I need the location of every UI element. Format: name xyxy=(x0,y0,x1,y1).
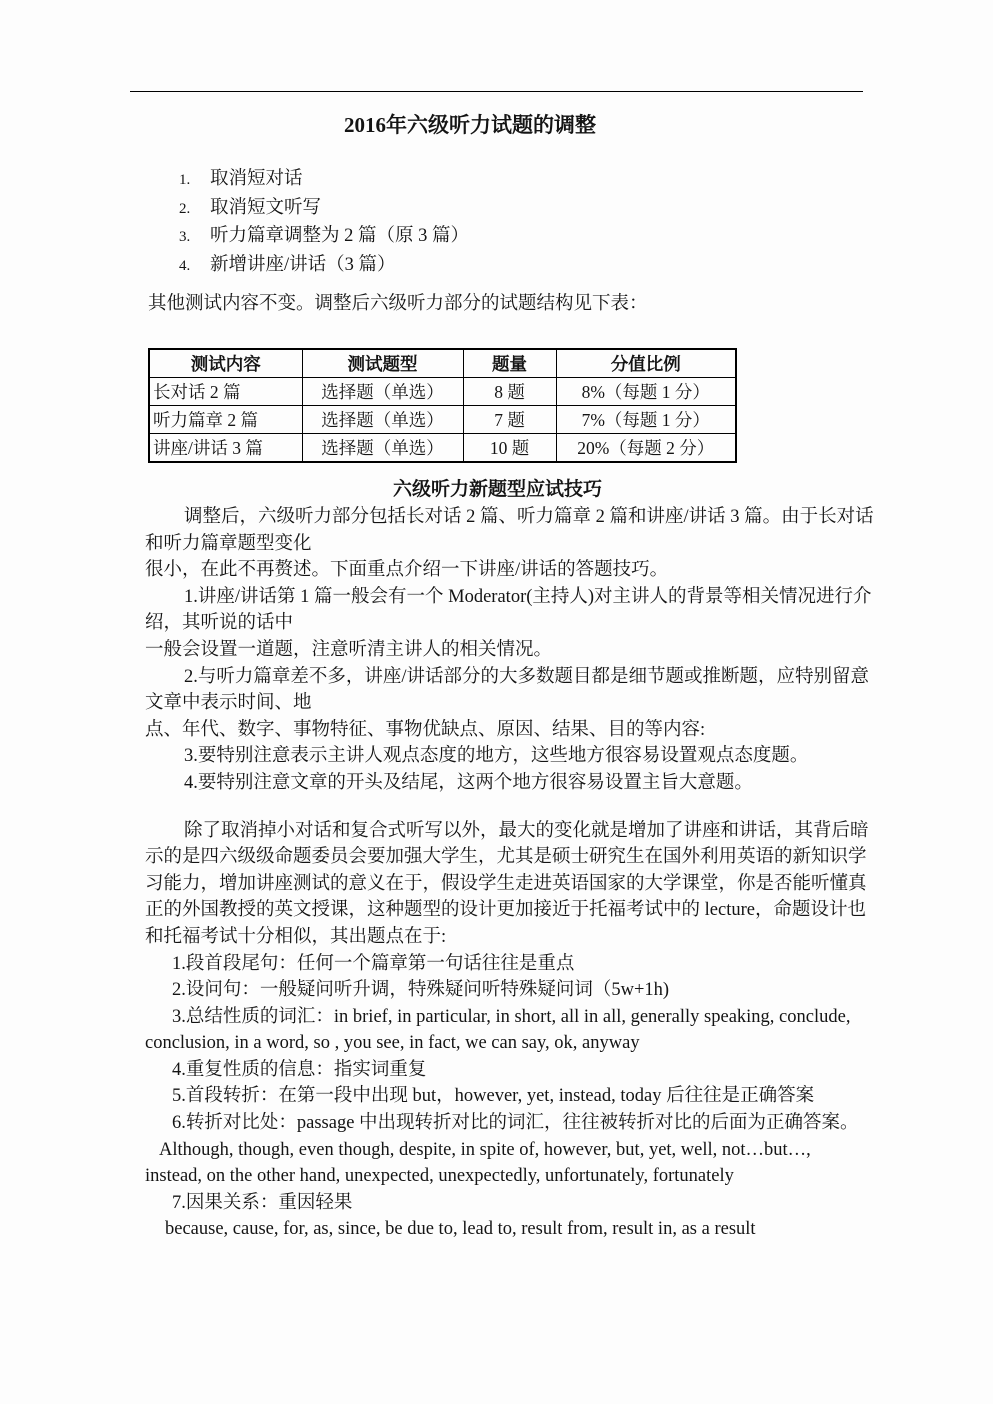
list-item-text: 新增讲座/讲话（3 篇） xyxy=(210,254,396,275)
table-cell: 选择题（单选） xyxy=(302,378,463,406)
list-item-text: 取消短对话 xyxy=(210,169,303,189)
text-line: Although, though, even though, despite, in spite of, however, but, yet, well, not…but…, xyxy=(159,1139,811,1160)
table-cell: 8 题 xyxy=(463,378,556,406)
table-header-cell: 测试题型 xyxy=(302,349,463,378)
list-item-number: 1. xyxy=(179,172,191,188)
text-line: 5.首段转折：在第一段中出现 but，however, yet, instead, today 后往往是正确答案 xyxy=(172,1086,815,1107)
table-header-cell: 题量 xyxy=(463,349,556,378)
text-line: 绍，其听说的话中 xyxy=(145,613,294,634)
table-cell: 选择题（单选） xyxy=(302,406,463,434)
text-line: 3.总结性质的词汇：in brief, in particular, in short, all in all, generally speaking, conclude, xyxy=(172,1006,851,1027)
table-row xyxy=(149,434,736,463)
text-line: 2.与听力篇章差不多，讲座/讲话部分的大多数题目都是细节题或推断题，应特别留意 xyxy=(184,666,870,687)
page-title: 2016年六级听力试题的调整 xyxy=(344,113,596,137)
table-header-cell: 分值比例 xyxy=(556,349,736,378)
list-item xyxy=(179,223,469,252)
table-cell: 讲座/讲话 3 篇 xyxy=(149,434,302,463)
list-item-number: 4. xyxy=(179,257,191,274)
text-line: 正的外国教授的英文授课，这种题型的设计更加接近于托福考试中的 lecture，命题设计也 xyxy=(145,900,866,921)
text-line: 文章中表示时间、地 xyxy=(145,693,312,714)
text-line: 和托福考试十分相似，其出题点在于: xyxy=(145,926,447,947)
list-item xyxy=(179,252,469,281)
text-line: 1.段首段尾句：任何一个篇章第一句话往往是重点 xyxy=(172,953,575,974)
text-line: because, cause, for, as, since, be due to, lead to, result from, result in, as a result xyxy=(165,1219,756,1240)
text-line: 一般会设置一道题，注意听清主讲人的相关情况。 xyxy=(145,639,553,660)
text-line: 6.转折对比处：passage 中出现转折对比的词汇，往往被转折对比的后面为正确答案。 xyxy=(172,1113,859,1134)
table-cell: 7 题 xyxy=(463,406,556,434)
table-cell: 20%（每题 2 分） xyxy=(556,434,736,463)
text-line: 调整后，六级听力部分包括长对话 2 篇、听力篇章 2 篇和讲座/讲话 3 篇。由于长对话 xyxy=(184,507,874,527)
list-item-number: 3. xyxy=(179,229,191,246)
table-header-row xyxy=(149,349,736,378)
list-item-text: 听力篇章调整为 2 篇（原 3 篇） xyxy=(210,226,470,247)
table-row xyxy=(149,406,736,434)
list-item xyxy=(179,166,469,195)
text-line: 3.要特别注意表示主讲人观点态度的地方，这些地方很容易设置观点态度题。 xyxy=(184,746,809,767)
text-line: 除了取消掉小对话和复合式听写以外，最大的变化就是增加了讲座和讲话，其背后暗 xyxy=(184,820,869,841)
text-line: 2.设问句：一般疑问听升调，特殊疑问听特殊疑问词（5w+1h) xyxy=(172,980,670,1001)
table-cell: 选择题（单选） xyxy=(302,434,463,463)
text-line: 4.要特别注意文章的开头及结尾，这两个地方很容易设置主旨大意题。 xyxy=(184,772,753,793)
text-line: 7.因果关系：重因轻果 xyxy=(172,1192,353,1213)
text-line: 和听力篇章题型变化 xyxy=(145,533,312,554)
structure-table xyxy=(148,348,737,463)
table-header-cell: 测试内容 xyxy=(149,349,302,378)
text-line: 1.讲座/讲话第 1 篇一般会有一个 Moderator(主持人)对主讲人的背景等相关情况进行介 xyxy=(184,586,872,607)
list-item-number: 2. xyxy=(179,200,191,217)
text-line: 习能力，增加讲座测试的意义在于，假设学生走进英语国家的大学课堂，你是否能听懂真 xyxy=(145,873,867,894)
intro-note: 其他测试内容不变。调整后六级听力部分的试题结构见下表： xyxy=(148,294,648,314)
table-row xyxy=(149,378,736,406)
table-cell: 听力篇章 2 篇 xyxy=(149,406,302,434)
text-line: 4.重复性质的信息：指实词重复 xyxy=(172,1059,427,1080)
text-line: 很小，在此不再赘述。下面重点介绍一下讲座/讲话的答题技巧。 xyxy=(145,560,669,581)
text-line: conclusion, in a word, so , you see, in fact, we can say, ok, anyway xyxy=(145,1033,640,1054)
header-rule xyxy=(130,91,863,92)
table-cell: 7%（每题 1 分） xyxy=(556,406,736,434)
table-cell: 10 题 xyxy=(463,434,556,463)
list-item xyxy=(179,195,469,224)
table-cell: 长对话 2 篇 xyxy=(149,378,302,406)
text-line: 点、年代、数字、事物特征、事物优缺点、原因、结果、目的等内容: xyxy=(145,719,706,740)
adjustments-list xyxy=(179,166,469,280)
table-cell: 8%（每题 1 分） xyxy=(556,378,736,406)
text-line: instead, on the other hand, unexpected, unexpectedly, unfortunately, fortunately xyxy=(145,1166,734,1187)
section-title: 六级听力新题型应试技巧 xyxy=(392,479,602,500)
body-text xyxy=(145,504,945,1243)
text-line: 示的是四六级级命题委员会要加强大学生，尤其是硕士研究生在国外利用英语的新知识学 xyxy=(145,847,867,868)
list-item-text: 取消短文听写 xyxy=(210,197,322,218)
